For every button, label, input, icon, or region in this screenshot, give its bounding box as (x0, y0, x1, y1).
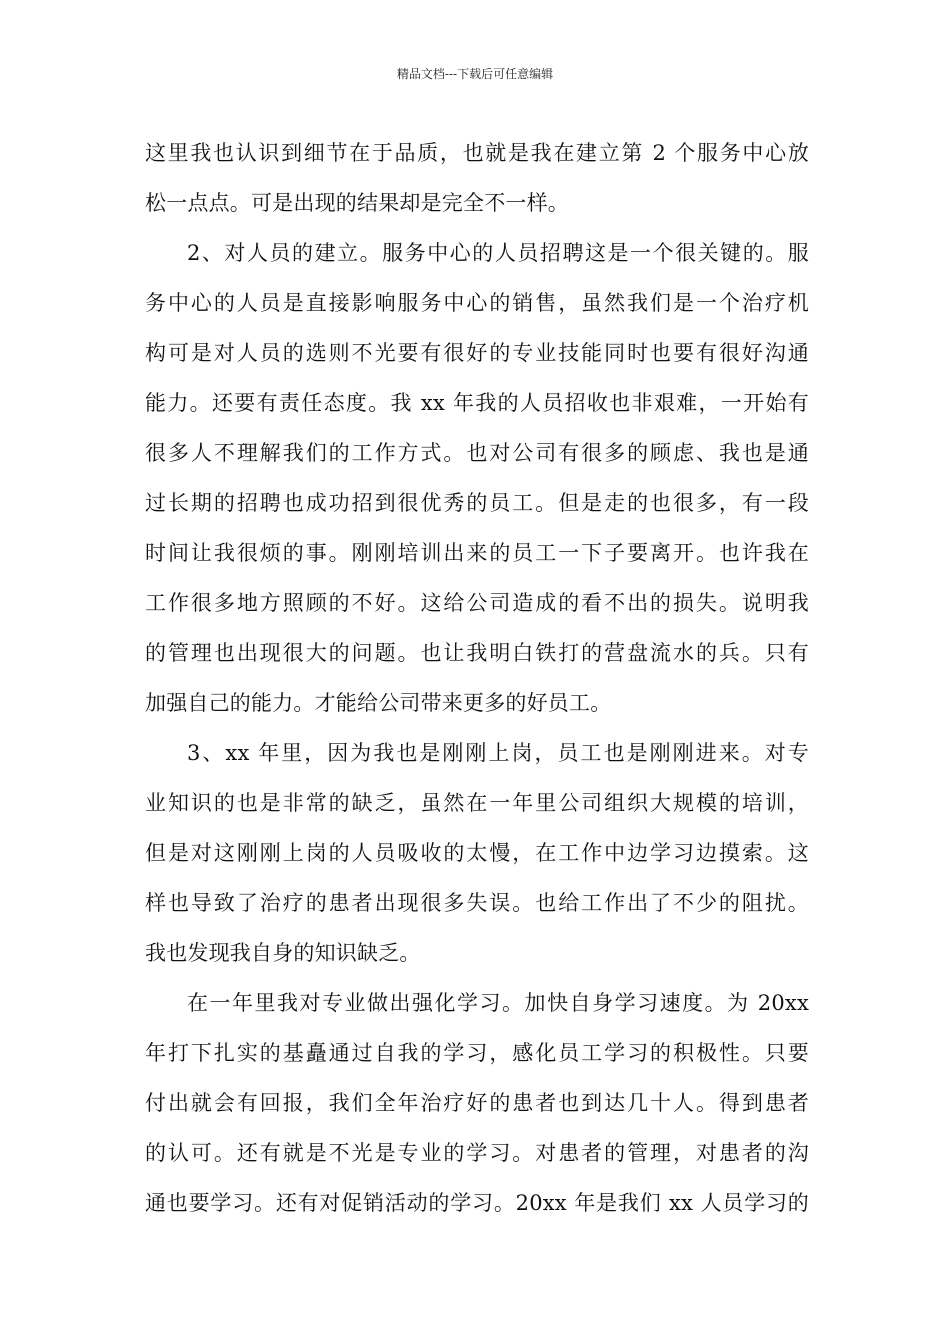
text-line: 加强自己的能力。才能给公司带来更多的好员工。 (145, 691, 612, 715)
text-line: 的管理也出现很大的问题。也让我明白铁打的营盘流水的兵。只有 (145, 641, 809, 665)
text-line: 通也要学习。还有对促销活动的学习。20xx 年是我们 xx 人员学习的 (145, 1191, 809, 1215)
text-line: 时间让我很烦的事。刚刚培训出来的员工一下子要离开。也许我在 (145, 541, 809, 565)
text-line: 3、xx 年里，因为我也是刚刚上岗，员工也是刚刚进来。对专 (187, 741, 809, 765)
text-line: 在一年里我对专业做出强化学习。加快自身学习速度。为 20xx (187, 991, 809, 1015)
text-line: 业知识的也是非常的缺乏，虽然在一年里公司组织大规模的培训， (145, 791, 809, 815)
text-line: 但是对这刚刚上岗的人员吸收的太慢，在工作中边学习边摸索。这 (145, 841, 809, 865)
text-line: 样也导致了治疗的患者出现很多失误。也给工作出了不少的阻扰。 (145, 891, 809, 915)
text-line: 能力。还要有责任态度。我 xx 年我的人员招收也非艰难，一开始有 (145, 391, 809, 415)
text-line: 付出就会有回报，我们全年治疗好的患者也到达几十人。得到患者 (145, 1091, 809, 1115)
text-line: 工作很多地方照顾的不好。这给公司造成的看不出的损失。说明我 (145, 591, 809, 615)
page-header: 精品文档---下载后可任意编辑 (396, 67, 554, 81)
document-body (145, 128, 809, 1228)
text-line: 构可是对人员的选则不光要有很好的专业技能同时也要有很好沟通 (145, 341, 809, 365)
text-line: 很多人不理解我们的工作方式。也对公司有很多的顾虑、我也是通 (145, 441, 809, 465)
text-line: 过长期的招聘也成功招到很优秀的员工。但是走的也很多，有一段 (145, 491, 809, 515)
text-line: 务中心的人员是直接影响服务中心的销售，虽然我们是一个治疗机 (145, 291, 809, 315)
text-line: 年打下扎实的基矗通过自我的学习，感化员工学习的积极性。只要 (145, 1041, 809, 1065)
text-line: 2、对人员的建立。服务中心的人员招聘这是一个很关键的。服 (187, 241, 809, 265)
text-line: 的认可。还有就是不光是专业的学习。对患者的管理，对患者的沟 (145, 1141, 809, 1165)
text-line: 松一点点。可是出现的结果却是完全不一样。 (145, 191, 569, 215)
text-line: 我也发现我自身的知识缺乏。 (145, 941, 421, 965)
text-line: 这里我也认识到细节在于品质，也就是我在建立第 2 个服务中心放 (145, 141, 809, 165)
